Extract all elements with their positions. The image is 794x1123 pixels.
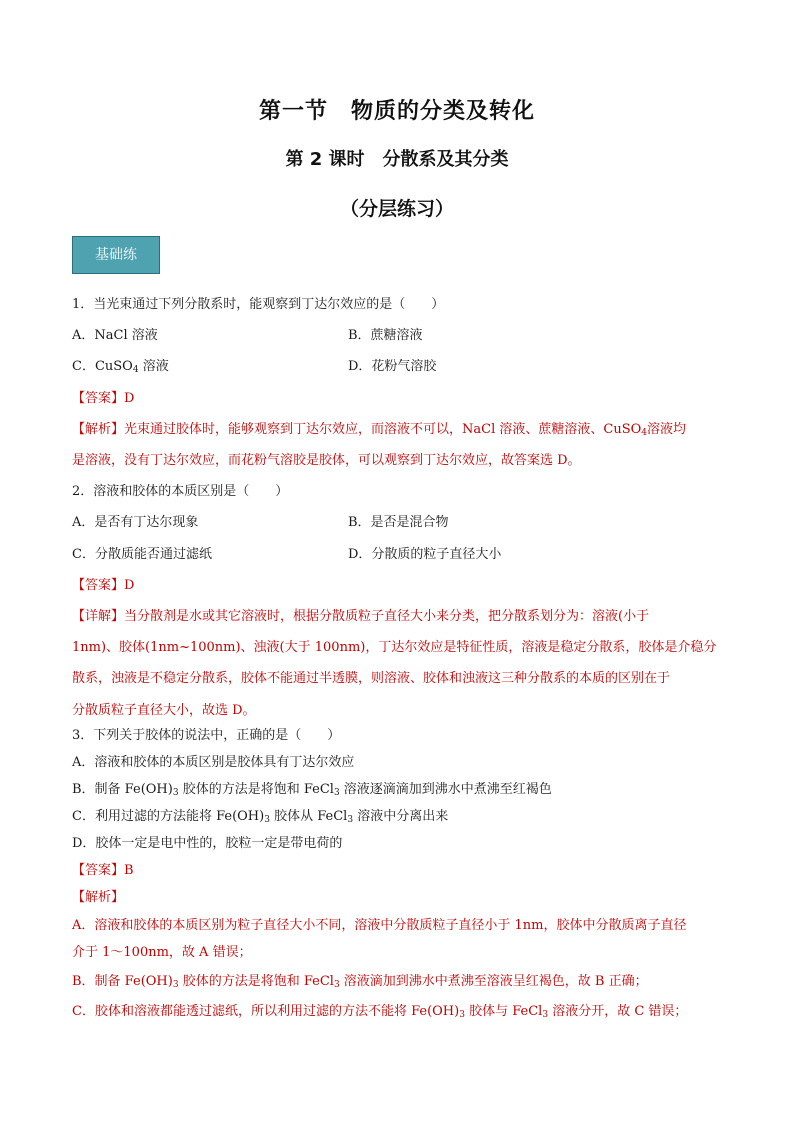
- q1-option-a: A．NaCl 溶液: [72, 328, 158, 343]
- q2-option-d: D．分散质的粒子直径大小: [348, 547, 502, 562]
- q3-option-b: B．制备 $Fe(OH)_3$ 胶体的方法是将饱和 FeCl$_3$ 溶液逐滴滴加到沸水中煮沸至红褐色: [72, 782, 552, 798]
- section-badge: 基础练: [72, 236, 160, 274]
- practice-label: （分层练习）: [339, 198, 454, 220]
- q2-detail-line-4: 分散质粒子直径大小，故选 D。: [72, 703, 256, 718]
- q2-detail-line-3: 散系，浊液是不稳定分散系，胶体不能通过半透膜，则溶液、胶体和浊液这三种分散系的本质的区别在于: [72, 671, 671, 686]
- q1-option-c: C．CuSO$_4$ 溶液: [72, 359, 169, 375]
- q2-option-a: A．是否有丁达尔现象: [72, 515, 199, 530]
- q3-option-c: C．利用过滤的方法能将 $Fe(OH)_3$ 胶体从 FeCl$_3$ 溶液中分离出来: [72, 809, 449, 825]
- q3-analysis-a-line-2: 介于 1～100nm，故 A 错误；: [72, 945, 252, 960]
- q1-answer: 【答案】D: [72, 391, 135, 406]
- q3-analysis-a-line-1: A．溶液和胶体的本质区别为粒子直径大小不同，溶液中分散质粒子直径小于 1nm，胶体中分散质离子直径: [72, 918, 687, 933]
- q2-option-c: C．分散质能否通过滤纸: [72, 547, 212, 562]
- q2-detail-line-1: 【详解】当分散剂是水或其它溶液时，根据分散质粒子直径大小来分类，把分散系划分为：溶液(小于: [72, 609, 650, 624]
- q2-answer: 【答案】D: [72, 578, 135, 593]
- q1-option-b: B．蔗糖溶液: [348, 328, 423, 343]
- question-1-stem: 1．当光束通过下列分散系时，能观察到丁达尔效应的是（ ）: [72, 297, 445, 312]
- q1-option-d: D．花粉气溶胶: [348, 359, 437, 374]
- q3-analysis-heading: 【解析】: [72, 890, 125, 905]
- q3-option-d: D．胶体一定是电中性的，胶粒一定是带电荷的: [72, 836, 343, 851]
- q2-detail-line-2: 1nm)、胶体(1nm~100nm)、浊液(大于 100nm)，丁达尔效应是特征性质，溶液是稳定分散系，胶体是介稳分: [72, 640, 717, 655]
- question-2-stem: 2．溶液和胶体的本质区别是（ ）: [72, 484, 289, 499]
- q3-option-a: A．溶液和胶体的本质区别是胶体具有丁达尔效应: [72, 755, 355, 770]
- q3-analysis-b: B．制备 $Fe(OH)_3$ 胶体的方法是将饱和 FeCl$_3$ 溶液滴加到沸水中煮沸至溶液呈红褐色，故 B 正确；: [72, 974, 648, 990]
- q3-analysis-c: C．胶体和溶液都能透过滤纸，所以利用过滤的方法不能将 $Fe(OH)_3$ 胶体与 FeCl$_3$ 溶液分开，故 C 错误；: [72, 1004, 688, 1020]
- q3-answer: 【答案】B: [72, 863, 134, 878]
- q1-analysis-line-1: 【解析】光束通过胶体时，能够观察到丁达尔效应，而溶液不可以，NaCl 溶液、蔗糖溶液、CuSO$_4$溶液均: [72, 422, 687, 438]
- q2-option-b: B．是否是混合物: [348, 515, 449, 530]
- lesson-subtitle: 第 2 课时 分散系及其分类: [285, 149, 509, 170]
- question-3-stem: 3．下列关于胶体的说法中，正确的是（ ）: [72, 728, 341, 743]
- section-title: 第一节 物质的分类及转化: [258, 99, 535, 124]
- q1-analysis-line-2: 是溶液，没有丁达尔效应，而花粉气溶胶是胶体，可以观察到丁达尔效应，故答案选 D。: [72, 453, 581, 468]
